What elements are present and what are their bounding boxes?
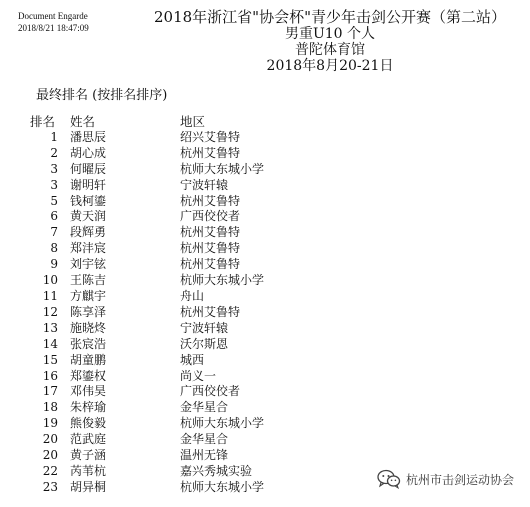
rank-cell: 10 [42,273,58,288]
name-cell: 胡异桐 [70,479,107,494]
region-cell: 绍兴艾鲁特 [180,129,241,144]
table-row [30,480,380,496]
document-meta [18,10,89,34]
rank-cell: 20 [42,432,58,447]
table-row [30,257,380,273]
software-name: Document Engarde [18,11,88,21]
table-row [30,353,380,369]
table-row [30,146,380,162]
name-cell: 钱柯鎏 [70,193,107,208]
rank-cell: 20 [42,448,58,463]
rank-column-header: 排名 [30,114,56,129]
region-cell: 沃尔斯恩 [180,336,229,351]
region-cell: 温州无锋 [180,448,229,463]
region-cell: 金华星合 [180,400,229,415]
name-cell: 方麒宇 [70,288,107,303]
name-cell: 刘宇铉 [70,257,107,272]
region-cell: 广西佼佼者 [180,209,241,224]
event-name: 男重U10 个人 [284,26,376,42]
name-cell: 郑鎏权 [70,368,107,383]
rank-cell: 3 [50,177,58,192]
region-cell: 尚义一 [180,368,217,383]
table-row [30,162,380,178]
name-cell: 何曜辰 [70,161,107,176]
name-cell: 胡心成 [70,145,107,160]
rank-cell: 3 [50,161,58,176]
name-cell: 胡童鹏 [70,352,107,367]
rank-cell: 14 [42,336,58,351]
name-cell: 黄天润 [70,209,107,224]
name-cell: 郑沣宸 [70,241,107,256]
rank-cell: 15 [42,352,58,367]
table-row [30,241,380,257]
rank-cell: 1 [50,129,58,144]
region-cell: 杭州艾鲁特 [180,257,241,272]
rankings-body [30,130,380,496]
region-cell: 杭师大东城小学 [180,479,265,494]
table-row [30,400,380,416]
table-row [30,209,380,225]
name-cell: 段辉勇 [70,225,107,240]
watermark-text: 杭州市击剑运动协会 [405,472,514,487]
event-date: 2018年8月20-21日 [266,58,394,74]
region-cell: 杭州艾鲁特 [180,145,241,160]
rank-cell: 23 [42,479,58,494]
table-row [30,194,380,210]
table-row [30,178,380,194]
region-cell: 金华星合 [180,432,229,447]
region-cell: 嘉兴秀城实验 [180,463,253,478]
table-row [30,321,380,337]
wechat-icon [377,469,401,489]
name-cell: 潘思辰 [70,129,107,144]
table-row [30,273,380,289]
rankings-table [30,114,380,496]
rank-cell: 9 [50,257,58,272]
region-cell: 杭师大东城小学 [180,416,265,431]
region-cell: 杭州艾鲁特 [180,225,241,240]
name-cell: 施晓炵 [70,320,107,335]
title-block [120,9,530,74]
watermark [373,467,518,491]
rank-cell: 11 [42,288,58,303]
table-row [30,305,380,321]
region-cell: 广西佼佼者 [180,384,241,399]
region-cell: 杭州艾鲁特 [180,241,241,256]
print-timestamp: 2018/8/21 18:47:09 [18,23,89,33]
name-cell: 王陈吉 [70,273,107,288]
table-header-row [30,114,380,130]
rank-cell: 17 [42,384,58,399]
rank-cell: 8 [50,241,58,256]
rank-cell: 6 [50,209,58,224]
name-cell: 芮苇杭 [70,463,107,478]
region-cell: 舟山 [180,288,205,303]
name-cell: 范武庭 [70,432,107,447]
venue: 普陀体育馆 [295,42,365,58]
name-cell: 邓伟昊 [70,384,107,399]
region-cell: 杭州艾鲁特 [180,193,241,208]
rank-cell: 18 [42,400,58,415]
name-cell: 张宸浩 [70,336,107,351]
table-row [30,384,380,400]
region-cell: 宁波轩辕 [180,177,229,192]
rank-cell: 13 [42,320,58,335]
table-row [30,337,380,353]
rank-cell: 2 [50,145,58,160]
name-cell: 朱梓瑜 [70,400,107,415]
region-cell: 宁波轩辕 [180,320,229,335]
region-column-header: 地区 [180,114,206,129]
region-cell: 城西 [180,352,205,367]
competition-title: 2018年浙江省"协会杯"青少年击剑公开赛（第二站） [154,8,506,26]
name-cell: 陈享泽 [70,304,107,319]
table-row [30,416,380,432]
name-cell: 谢明轩 [70,177,107,192]
region-cell: 杭州艾鲁特 [180,304,241,319]
table-row [30,448,380,464]
region-cell: 杭师大东城小学 [180,273,265,288]
region-cell: 杭师大东城小学 [180,161,265,176]
table-row [30,369,380,385]
rank-cell: 5 [50,193,58,208]
rank-cell: 7 [50,225,58,240]
rank-cell: 12 [42,304,58,319]
table-row [30,464,380,480]
table-row [30,130,380,146]
table-row [30,432,380,448]
table-row [30,225,380,241]
name-column-header: 姓名 [70,114,96,129]
table-row [30,289,380,305]
name-cell: 黄子涵 [70,448,107,463]
section-heading: 最终排名 (按排名排序) [36,88,168,103]
rank-cell: 22 [42,463,58,478]
rank-cell: 19 [42,416,58,431]
name-cell: 熊俊毅 [70,416,107,431]
rank-cell: 16 [42,368,58,383]
